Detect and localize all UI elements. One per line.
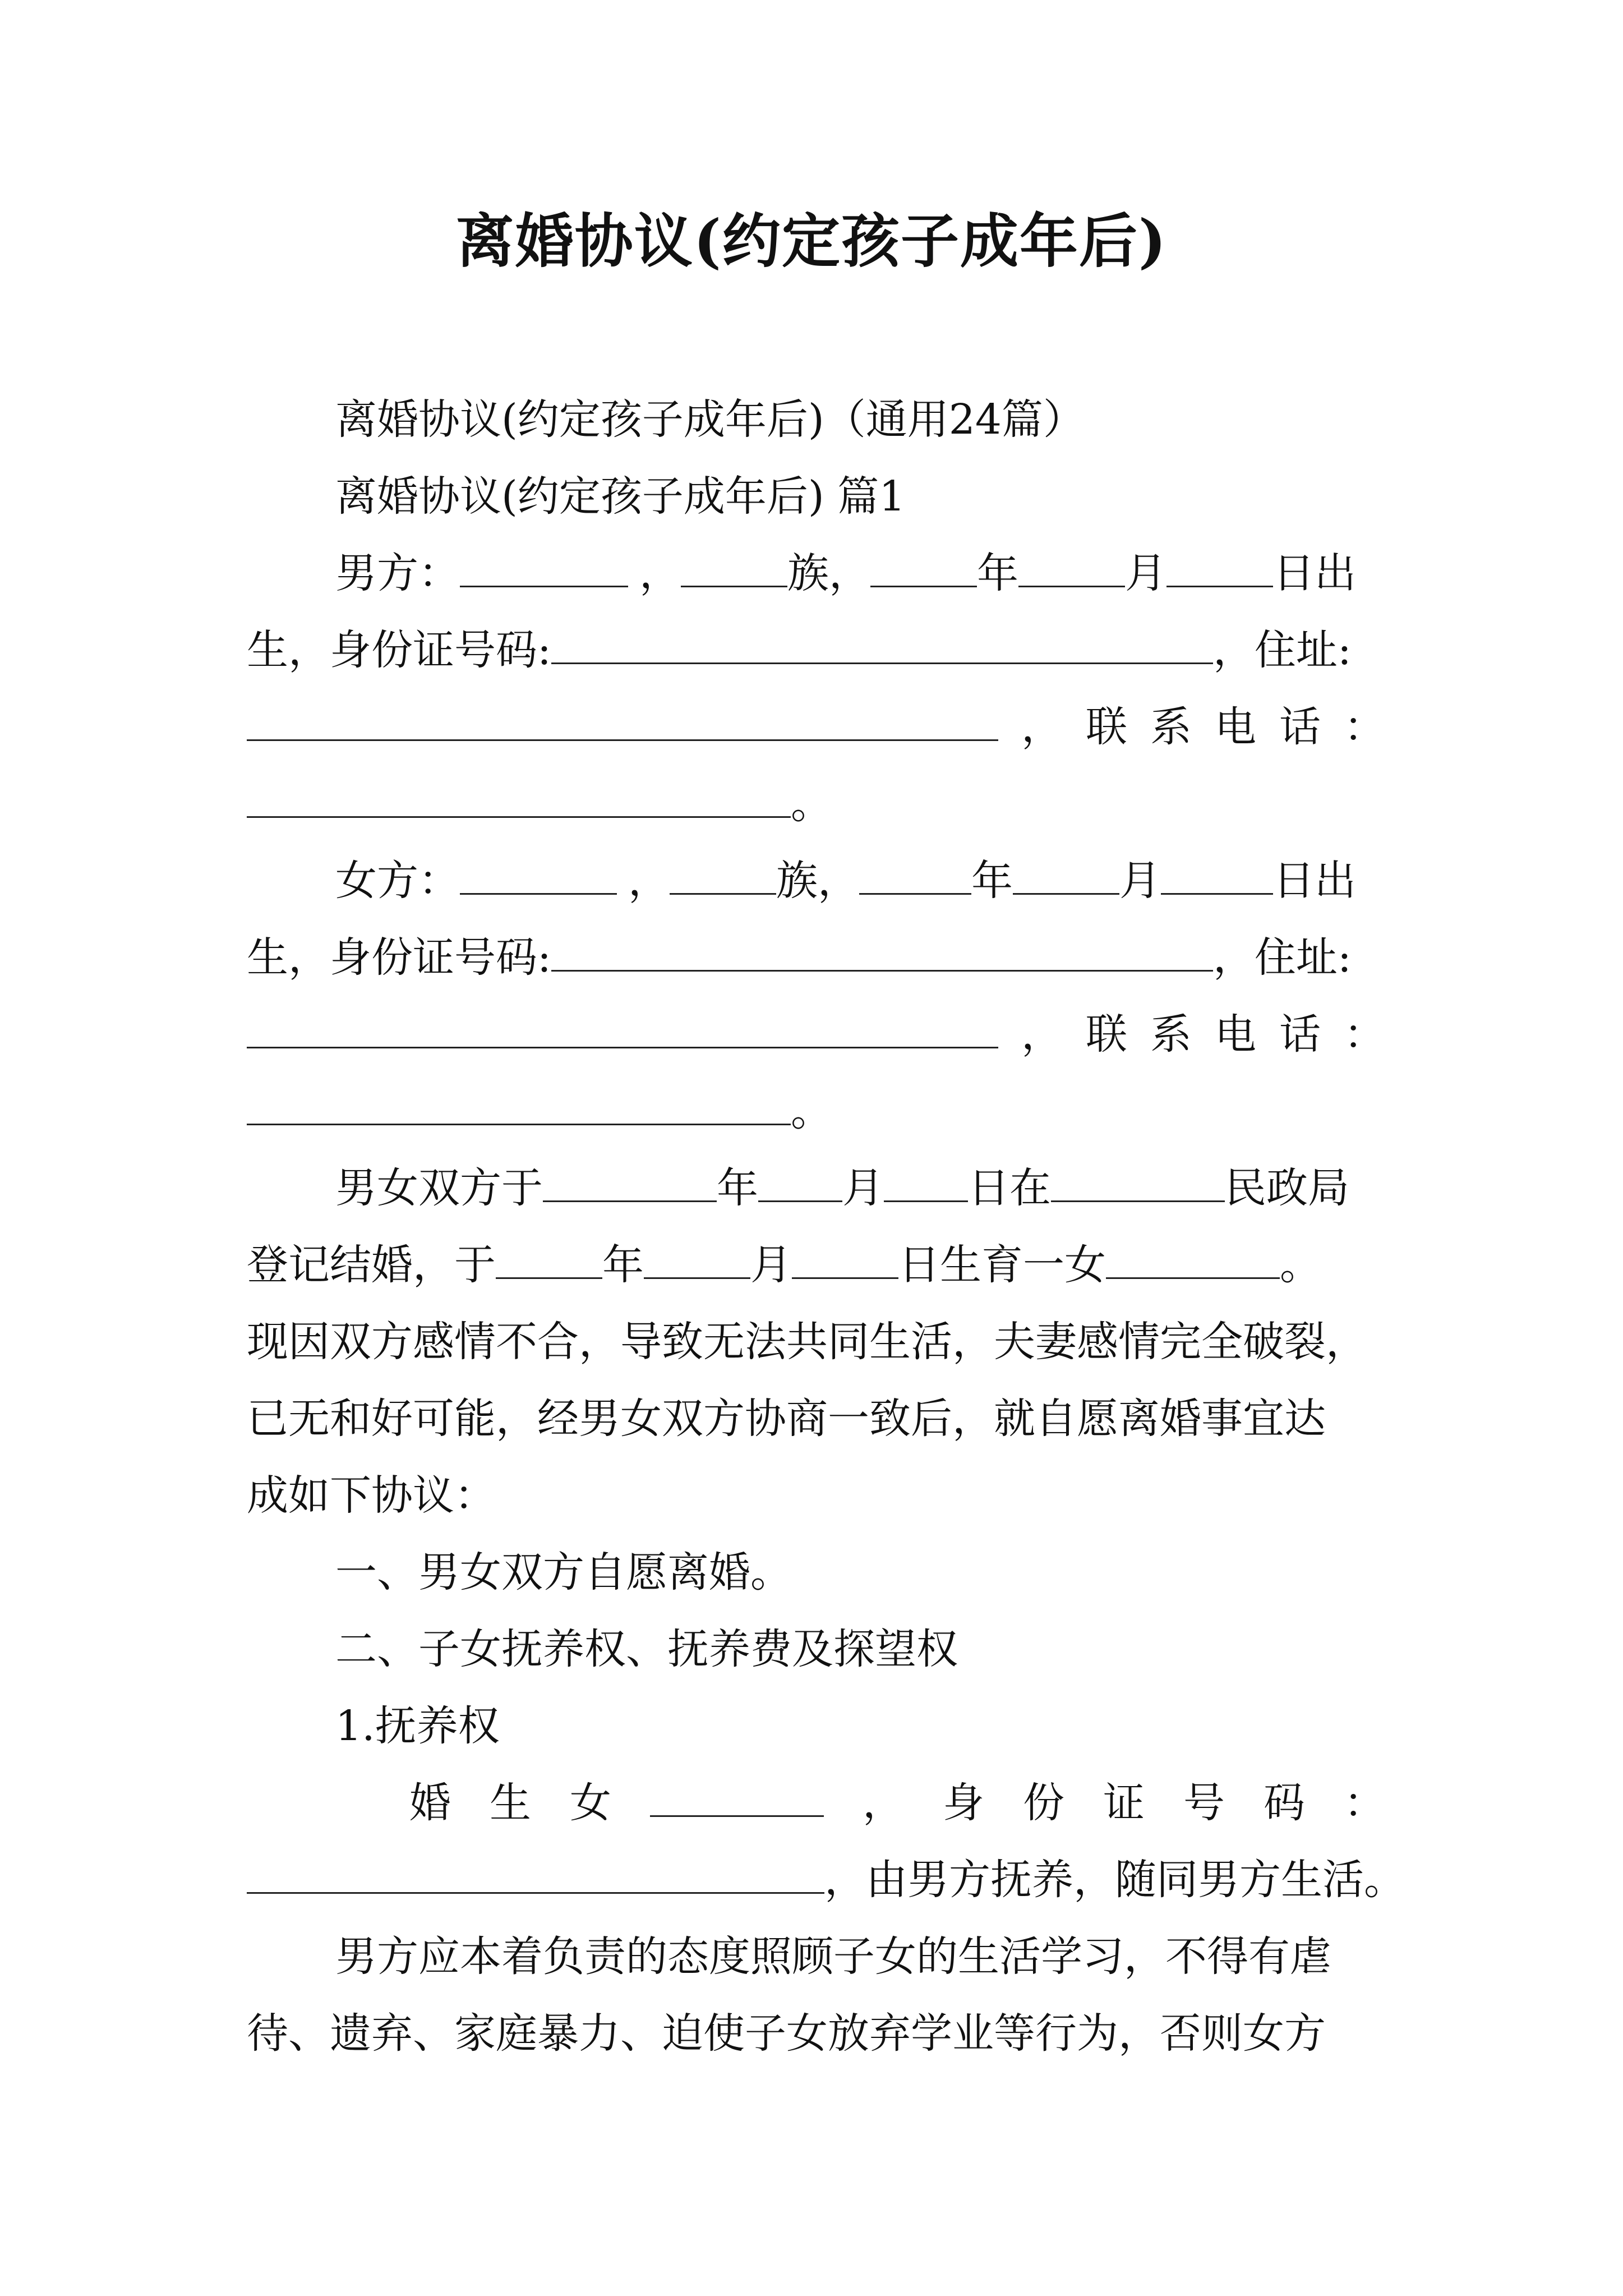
female-id-blank — [551, 931, 1213, 972]
marriage-month-blank — [758, 1161, 842, 1202]
marriage-year-blank — [543, 1161, 717, 1202]
male-id-blank — [551, 623, 1213, 664]
daughter-id-blank — [247, 1853, 824, 1894]
duty-line-1: 男方应本着负责的态度照顾子女的生活学习，不得有虐 — [335, 1932, 1331, 1981]
custody-line-2: ，由男方抚养，随同男方生活。 — [247, 1842, 1385, 1918]
marriage-line-5: 成如下协议： — [247, 1471, 496, 1520]
male-party-line-4: 。 — [247, 766, 1385, 843]
male-name-blank — [460, 546, 628, 587]
clause-2: 二、子女抚养权、抚养费及探望权 — [335, 1625, 958, 1673]
male-day-blank — [1166, 546, 1273, 587]
male-phone-blank — [247, 777, 791, 818]
daughter-name-blank-2 — [650, 1776, 824, 1817]
birth-day-blank — [792, 1238, 898, 1279]
daughter-name-blank — [1106, 1238, 1280, 1279]
female-party-line-1: 女方： ， 族， 年 月 日出 — [247, 843, 1385, 919]
document-subtitle: 离婚协议(约定孩子成年后)（通用24篇） — [335, 395, 1085, 444]
male-year-blank — [870, 546, 977, 587]
female-phone-blank — [247, 1084, 791, 1125]
clause-1: 一、男女双方自愿离婚。 — [335, 1548, 792, 1596]
document-title: 离婚协议(约定孩子成年后) — [455, 206, 1168, 275]
male-party-line-2: 生，身份证号码: ，住址: — [247, 612, 1385, 689]
female-ethnicity-blank — [670, 854, 776, 895]
clause-2-1: 1.抚养权 — [335, 1702, 500, 1750]
marriage-line-2: 登记结婚，于 年 月 日生育一女 。 — [247, 1227, 1385, 1304]
female-address-blank — [247, 1007, 998, 1048]
marriage-line-1: 男女双方于 年 月 日在 民政局 — [247, 1150, 1385, 1227]
marriage-place-blank — [1051, 1161, 1225, 1202]
female-year-blank — [859, 854, 971, 895]
female-name-blank — [460, 854, 617, 895]
female-month-blank — [1013, 854, 1119, 895]
marriage-day-blank — [884, 1161, 968, 1202]
duty-line-2: 待、遗弃、家庭暴力、迫使子女放弃学业等行为，否则女方 — [247, 2009, 1326, 2058]
section-heading: 离婚协议(约定孩子成年后) 篇1 — [335, 472, 906, 521]
marriage-line-4: 已无和好可能，经男女双方协商一致后，就自愿离婚事宜达 — [247, 1395, 1326, 1443]
birth-year-blank — [496, 1238, 602, 1279]
female-party-line-2: 生，身份证号码: ，住址: — [247, 919, 1385, 996]
male-month-blank — [1018, 546, 1125, 587]
male-party-line-3: ， 联 系 电 话 ： — [247, 689, 1385, 766]
male-address-blank — [247, 700, 998, 741]
marriage-line-3: 现因双方感情不合，导致无法共同生活，夫妻感情完全破裂， — [247, 1318, 1367, 1366]
female-party-line-4: 。 — [247, 1073, 1385, 1150]
male-party-line-1: 男方： ， 族， 年 月 日出 — [247, 535, 1385, 612]
birth-month-blank — [644, 1238, 750, 1279]
male-ethnicity-blank — [681, 546, 787, 587]
female-day-blank — [1161, 854, 1273, 895]
custody-line-1: 婚 生 女 ， 身 份 证 号 码 ： — [247, 1765, 1385, 1842]
female-party-line-3: ， 联 系 电 话 ： — [247, 996, 1385, 1073]
